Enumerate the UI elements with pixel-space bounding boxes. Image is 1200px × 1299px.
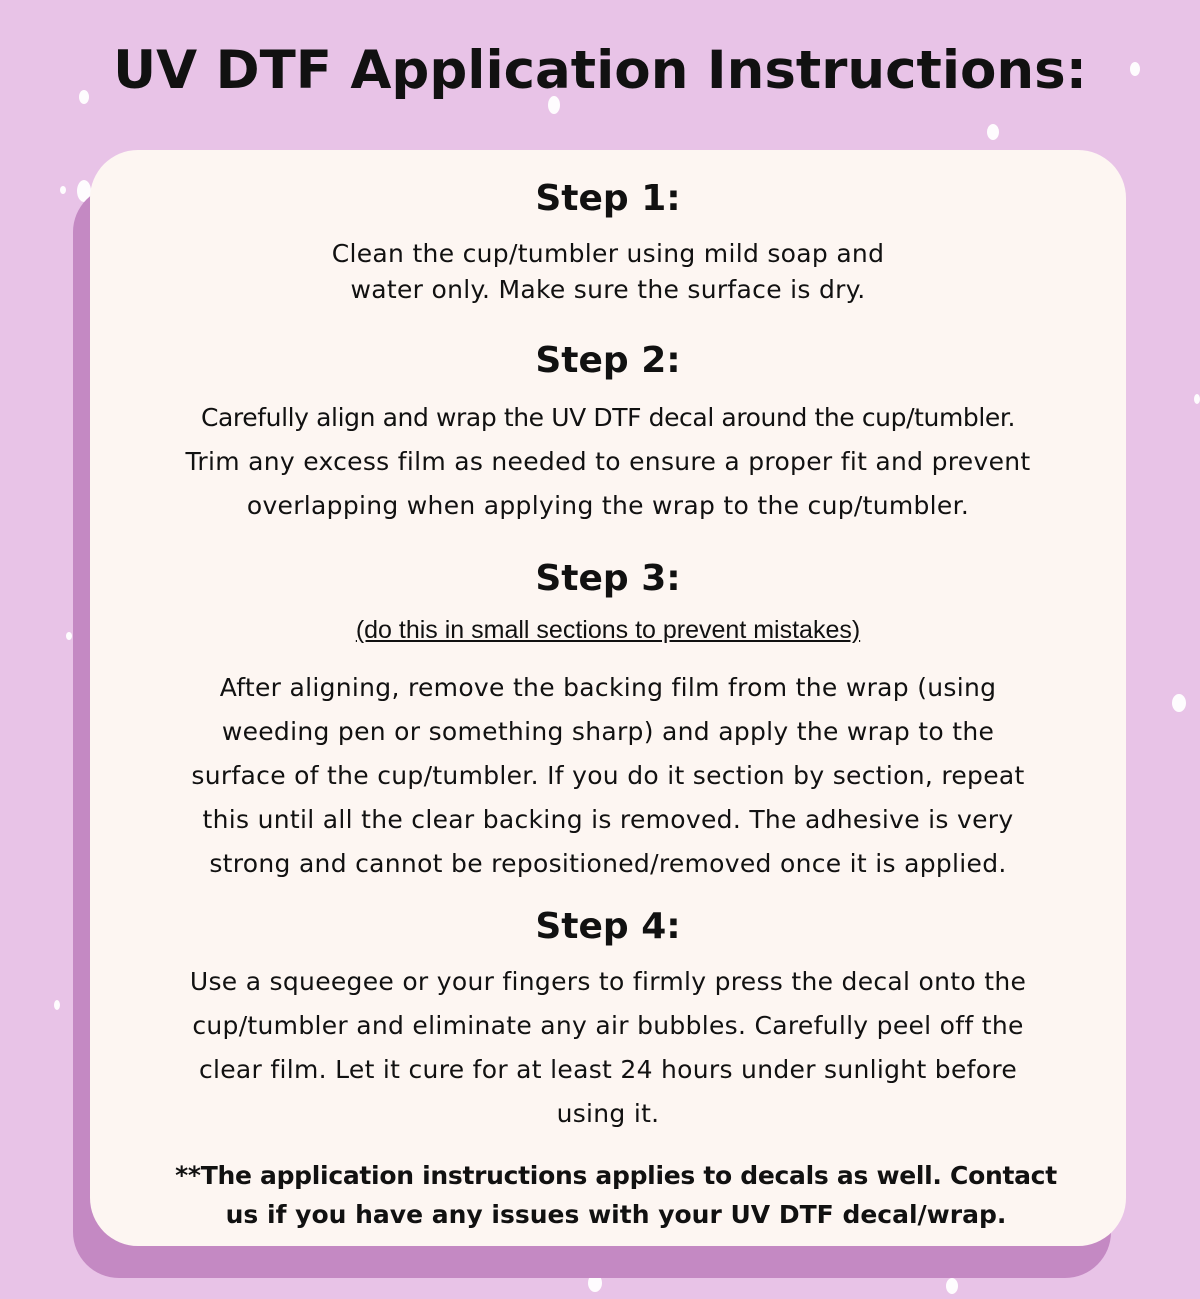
page-title: UV DTF Application Instructions:	[113, 40, 1087, 101]
instructions-card	[90, 150, 1126, 1246]
step-4-line: Use a squeegee or your fingers to firmly press the decal onto the	[189, 967, 1027, 996]
step-3-line: strong and cannot be repositioned/removed once it is applied.	[209, 849, 1007, 878]
decorative-dot	[66, 632, 72, 640]
step-2-title: Step 2:	[535, 340, 681, 381]
step-3-line: weeding pen or something sharp) and apply the wrap to the	[221, 717, 995, 746]
step-3-line: this until all the clear backing is removed. The adhesive is very	[202, 805, 1014, 834]
footer-line: us if you have any issues with your UV DTF decal/wrap.	[225, 1200, 1007, 1229]
step-1-title: Step 1:	[535, 178, 681, 219]
step-2-line: Trim any excess film as needed to ensure a proper fit and prevent	[185, 447, 1031, 476]
step-2-line: overlapping when applying the wrap to the cup/tumbler.	[246, 491, 970, 520]
decorative-dot	[987, 124, 999, 140]
step-1-line: water only. Make sure the surface is dry.	[350, 275, 866, 304]
decorative-dot	[54, 1000, 60, 1010]
step-4-title: Step 4:	[535, 906, 681, 947]
step-4-line: using it.	[556, 1099, 660, 1128]
decorative-dot	[1194, 394, 1200, 404]
step-2-body	[90, 396, 1126, 528]
step-1-body	[90, 236, 1126, 308]
step-4-line: cup/tumbler and eliminate any air bubbles. Carefully peel off the	[192, 1011, 1024, 1040]
footer-note	[98, 1156, 1134, 1234]
decorative-dot	[60, 186, 66, 194]
step-3-note: (do this in small sections to prevent mistakes)	[355, 616, 861, 644]
step-3-line: surface of the cup/tumbler. If you do it section by section, repeat	[191, 761, 1025, 790]
decorative-dot	[946, 1278, 958, 1294]
step-3-line: After aligning, remove the backing film from the wrap (using	[219, 673, 997, 702]
step-4-line: clear film. Let it cure for at least 24 hours under sunlight before	[198, 1055, 1018, 1084]
step-1-line: Clean the cup/tumbler using mild soap and	[331, 239, 885, 268]
step-3-title: Step 3:	[535, 558, 681, 599]
step-4-body	[90, 960, 1126, 1136]
footer-line: **The application instructions applies to decals as well. Contact	[175, 1161, 1057, 1190]
step-3-body	[90, 666, 1126, 886]
step-2-line: Carefully align and wrap the UV DTF decal around the cup/tumbler.	[200, 403, 1016, 432]
decorative-dot	[1172, 694, 1186, 712]
